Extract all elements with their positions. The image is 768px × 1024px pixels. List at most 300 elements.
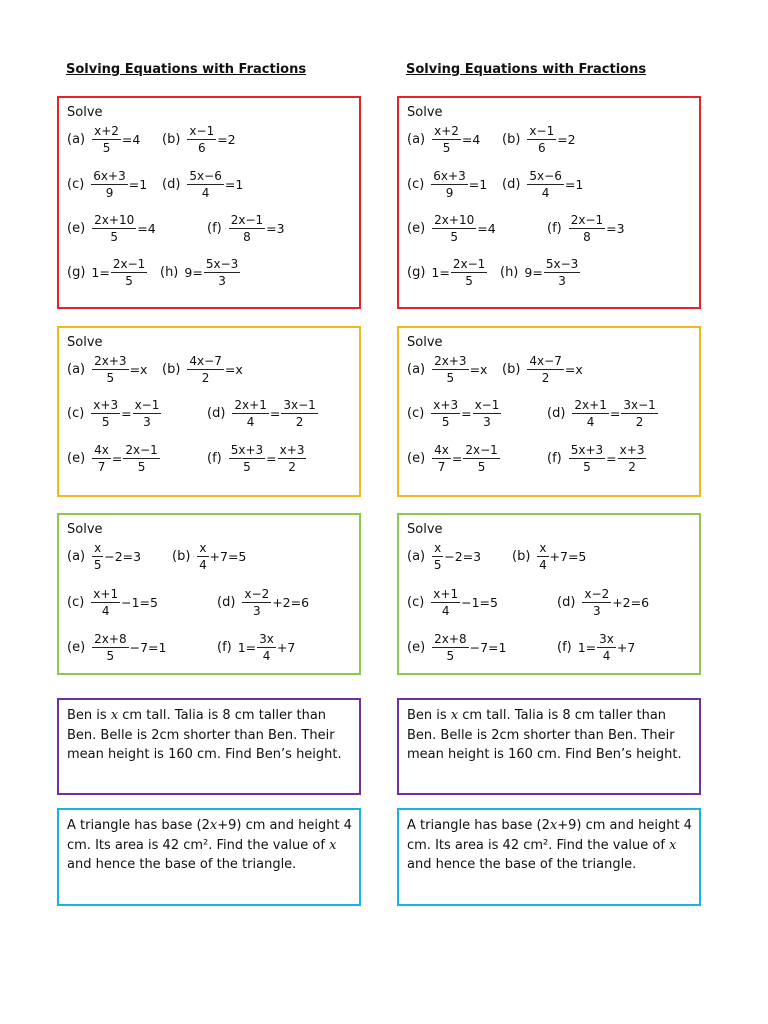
equation-text: −2=3 [444,548,482,564]
equation-label: (e) [407,450,426,466]
equation-text: −1=5 [461,594,498,610]
variable-x: x [549,818,558,833]
fraction-numerator: 4x−7 [189,353,222,368]
fraction [432,443,451,474]
fraction [133,398,162,429]
equation-text: = [266,450,277,466]
fraction [92,354,128,385]
equation-row [59,255,359,289]
equation-text: 1= [91,264,110,280]
fraction [432,632,468,663]
fraction [92,124,121,155]
equation-text: =1 [468,176,488,192]
fraction-numerator: x+3 [433,397,459,412]
equation-row [399,211,699,245]
height-word-problem [407,706,693,765]
equation-text: 1= [431,264,450,280]
fraction [451,257,487,288]
equation-row [59,396,359,430]
fraction [527,354,563,385]
equation-row [59,167,359,201]
fraction-denominator: 3 [252,603,261,618]
fraction-denominator: 2 [201,370,210,385]
equation-label: (e) [67,450,86,466]
fraction [123,443,159,474]
equation-label: (b) [502,131,521,147]
height-word-problem [67,706,353,765]
fraction-numerator: x [94,540,102,555]
fraction-numerator: 2x+8 [434,631,467,646]
fraction-denominator: 5 [446,370,455,385]
fraction [572,398,608,429]
equation-label: (e) [67,639,86,655]
fraction-denominator: 4 [262,648,271,663]
equation-item [67,396,162,430]
equation-item [407,441,501,475]
fraction-denominator: 2 [541,370,550,385]
fraction-numerator: x−2 [244,586,270,601]
equation-label: (h) [500,264,519,280]
equation-item [407,255,488,289]
problem-text: +9) cm and height 4 cm. Its area is 42 cm². Find the value of [407,818,692,853]
fraction [91,587,120,618]
equation-item [557,585,649,619]
fraction-numerator: x [539,540,547,555]
equation-text: = [451,450,463,466]
problem-text: +9) cm and height 4 cm. Its area is 42 cm². Find the value of [67,818,352,853]
problem-text: cm tall. Talia is 8 cm taller than Ben. Belle is 2cm shorter than Ben. Their mean height is 160 cm. Find Ben’s height. [67,708,342,762]
equation-item [160,255,241,289]
equation-item [547,396,659,430]
equation-text: =4 [121,131,141,147]
fraction [597,632,616,663]
fraction [257,632,276,663]
equation-item [407,167,487,201]
equation-row [399,255,699,289]
fraction-numerator: x+2 [94,123,119,138]
fraction-denominator: 5 [442,140,451,155]
red-solve-box [397,96,701,309]
equation-label: (f) [557,639,572,655]
equation-label: (a) [67,131,86,147]
equation-item [67,122,140,156]
yellow-solve-box [397,326,701,497]
problem-text: Ben is [67,708,111,723]
yellow-solve-box [57,326,361,497]
triangle-word-problem-box [397,808,701,906]
equation-item [547,441,647,475]
equation-text: +7=5 [209,548,247,564]
right-column [397,0,707,1024]
fraction [187,354,223,385]
equation-row [399,167,699,201]
fraction [432,354,468,385]
fraction [527,124,556,155]
fraction-denominator: 5 [465,273,473,288]
fraction-denominator: 5 [441,414,450,429]
fraction-numerator: 3x−1 [283,397,316,412]
equation-text: = [609,405,621,421]
green-solve-box [57,513,361,675]
equation-text: −2=3 [104,548,142,564]
fraction [621,398,657,429]
equation-label: (d) [207,405,226,421]
equation-item [547,211,625,245]
fraction-numerator: x+3 [619,442,645,457]
fraction-denominator: 4 [441,603,450,618]
fraction-denominator: 8 [583,229,591,244]
equation-label: (h) [160,264,179,280]
fraction-numerator: x−1 [134,397,160,412]
fraction-numerator: x−1 [474,397,500,412]
equation-text: =3 [266,220,285,236]
equation-label: (e) [407,639,426,655]
fraction-denominator: 5 [446,648,455,663]
fraction-numerator: 5x+3 [230,442,264,457]
fraction-numerator: 3x [599,631,614,646]
equation-item [500,255,581,289]
equation-label: (c) [407,176,425,192]
equation-text: −1=5 [121,594,158,610]
equation-label: (g) [407,264,426,280]
equation-item [67,630,166,664]
fraction-numerator: x−1 [529,123,555,138]
equation-label: (f) [207,220,222,236]
equation-label: (d) [502,176,521,192]
fraction-denominator: 5 [106,370,115,385]
equation-label: (c) [407,594,425,610]
fraction [582,587,611,618]
fraction-denominator: 5 [101,414,110,429]
equation-label: (b) [162,361,181,377]
equation-row [59,352,359,386]
fraction [197,541,208,572]
equation-label: (e) [67,220,86,236]
equation-row [59,585,359,619]
equation-item [407,211,496,245]
equation-row [399,122,699,156]
equation-label: (a) [67,548,86,564]
equation-item [162,167,243,201]
fraction-numerator: x+3 [93,397,119,412]
equation-item [407,585,498,619]
fraction-numerator: 2x+10 [434,212,475,227]
equation-text: = [269,405,281,421]
equation-label: (a) [407,361,426,377]
equation-row [399,539,699,573]
fraction-denominator: 2 [295,414,304,429]
equation-row [399,441,699,475]
equation-text: 9= [184,264,203,280]
fraction-denominator: 5 [102,140,111,155]
fraction-numerator: x−1 [189,123,215,138]
equation-text: =x [224,361,243,377]
equation-row [59,211,359,245]
fraction [473,398,502,429]
fraction-denominator: 5 [125,273,133,288]
fraction-denominator: 4 [199,557,207,572]
equation-text: =4 [477,220,496,236]
equation-item [67,255,148,289]
left-column [57,0,367,1024]
equation-label: (a) [407,131,426,147]
height-word-problem-box [57,698,361,795]
equation-row [59,122,359,156]
fraction-denominator: 3 [558,273,566,288]
fraction-denominator: 5 [106,648,115,663]
equation-item [67,539,141,573]
fraction-denominator: 7 [97,459,106,474]
fraction-numerator: x+2 [434,123,459,138]
fraction-denominator: 6 [197,140,206,155]
problem-text: Ben is [407,708,451,723]
equation-text: =1 [128,176,148,192]
fraction [187,169,223,200]
fraction [569,213,605,244]
equation-label: (a) [407,548,426,564]
worksheet-title: Solving Equations with Fractions [66,62,307,77]
fraction-denominator: 8 [243,229,251,244]
fraction-denominator: 5 [243,459,251,474]
equation-row [59,630,359,664]
fraction [432,124,461,155]
fraction-numerator: x−2 [584,586,610,601]
equation-item [207,396,319,430]
equation-text: =x [129,361,148,377]
solve-label: Solve [407,105,443,120]
fraction-numerator: 3x−1 [623,397,656,412]
fraction-numerator: 4x−7 [529,353,562,368]
problem-text: A triangle has base (2 [407,818,550,833]
equation-item [67,167,147,201]
fraction [92,443,111,474]
equation-item [407,396,502,430]
fraction-numerator: x+1 [93,586,119,601]
equation-text: =2 [557,131,576,147]
fraction [92,213,136,244]
worksheet-title: Solving Equations with Fractions [406,62,647,77]
fraction-denominator: 5 [137,459,146,474]
equation-label: (c) [67,176,85,192]
equation-text: =2 [217,131,236,147]
equation-text: =4 [461,131,481,147]
equation-item [502,352,583,386]
equation-label: (f) [217,639,232,655]
triangle-word-problem [67,816,353,875]
equation-item [67,441,161,475]
fraction-denominator: 5 [93,557,102,572]
equation-text: 1= [237,639,257,655]
solve-label: Solve [67,105,103,120]
equation-text: =3 [606,220,625,236]
fraction-numerator: 5x+3 [570,442,604,457]
equation-label: (f) [547,450,562,466]
equation-label: (g) [67,264,86,280]
fraction [431,587,460,618]
fraction [569,443,605,474]
equation-label: (c) [407,405,425,421]
fraction-denominator: 4 [201,185,210,200]
triangle-word-problem [407,816,693,875]
fraction-numerator: 2x+3 [434,353,467,368]
fraction-numerator: 6x+3 [433,168,466,183]
fraction-numerator: 2x+1 [234,397,267,412]
equation-label: (f) [207,450,222,466]
fraction-denominator: 3 [592,603,601,618]
equation-label: (c) [67,594,85,610]
fraction-denominator: 4 [586,414,595,429]
equation-text: =1 [224,176,244,192]
equation-item [207,211,285,245]
fraction-numerator: 4x [434,442,449,457]
fraction-numerator: x+3 [279,442,305,457]
fraction [92,632,128,663]
height-word-problem-box [397,698,701,795]
problem-text: cm tall. Talia is 8 cm taller than Ben. Belle is 2cm shorter than Ben. Their mean height is 160 cm. Find Ben’s height. [407,708,682,762]
fraction-numerator: 2x+8 [94,631,127,646]
fraction [537,541,548,572]
fraction [229,213,265,244]
equation-text: =4 [137,220,156,236]
fraction-denominator: 5 [433,557,442,572]
fraction [232,398,268,429]
fraction-denominator: 5 [583,459,591,474]
fraction [527,169,563,200]
equation-text: 9= [524,264,543,280]
equation-item [67,352,147,386]
fraction-numerator: x [434,540,442,555]
fraction [281,398,317,429]
fraction-denominator: 4 [602,648,611,663]
fraction-numerator: 5x−6 [529,168,562,183]
equation-text: +2=6 [272,594,310,610]
equation-item [512,539,586,573]
fraction [544,257,580,288]
fraction-numerator: 5x−6 [189,168,222,183]
triangle-word-problem-box [57,808,361,906]
equation-item [407,122,480,156]
fraction-numerator: x [199,540,207,555]
fraction [463,443,499,474]
solve-label: Solve [407,335,443,350]
equation-label: (d) [162,176,181,192]
equation-item [502,167,583,201]
fraction [431,398,460,429]
fraction [91,169,127,200]
fraction-numerator: 2x−1 [112,256,146,271]
fraction [278,443,307,474]
fraction-denominator: 4 [539,557,547,572]
equation-item [67,585,158,619]
equation-text: =1 [564,176,584,192]
fraction-numerator: 5x−3 [205,256,239,271]
fraction [618,443,647,474]
fraction-numerator: 3x [259,631,274,646]
fraction-denominator: 5 [450,229,458,244]
equation-text: 1= [577,639,597,655]
equation-label: (b) [172,548,191,564]
equation-text: +7 [616,639,636,655]
equation-label: (b) [162,131,181,147]
fraction-numerator: 2x−1 [570,212,604,227]
equation-item [217,585,309,619]
fraction [432,541,443,572]
equation-label: (d) [547,405,566,421]
equation-item [162,352,243,386]
fraction [91,398,120,429]
problem-text: A triangle has base (2 [67,818,210,833]
equation-row [399,585,699,619]
equation-item [172,539,246,573]
equation-label: (d) [217,594,236,610]
fraction [92,541,103,572]
equation-text: = [111,450,123,466]
equation-item [557,630,635,664]
fraction-denominator: 2 [288,459,296,474]
variable-x: x [669,837,677,853]
fraction-numerator: 2x−1 [465,442,498,457]
fraction [229,443,265,474]
fraction-denominator: 4 [541,185,550,200]
fraction-denominator: 9 [105,185,114,200]
solve-label: Solve [407,522,443,537]
equation-row [59,539,359,573]
equation-text: =x [564,361,583,377]
equation-text: = [606,450,617,466]
equation-text: +2=6 [612,594,650,610]
equation-item [407,630,506,664]
equation-item [207,441,307,475]
fraction-denominator: 4 [101,603,110,618]
fraction-numerator: x+1 [433,586,459,601]
problem-text: and hence the base of the triangle. [67,857,297,872]
equation-item [217,630,295,664]
equation-row [399,630,699,664]
variable-x: x [450,708,459,723]
fraction [187,124,216,155]
fraction-denominator: 2 [628,459,636,474]
variable-x: x [329,837,337,853]
equation-label: (a) [67,361,86,377]
fraction-numerator: 2x−1 [452,256,486,271]
equation-item [67,211,156,245]
fraction-denominator: 9 [445,185,454,200]
equation-row [399,352,699,386]
equation-text: = [121,405,132,421]
equation-text: = [461,405,472,421]
equation-item [502,122,576,156]
equation-row [59,441,359,475]
fraction-numerator: 2x−1 [230,212,264,227]
fraction-numerator: 2x−1 [125,442,158,457]
fraction [432,213,476,244]
equation-label: (e) [407,220,426,236]
fraction-denominator: 6 [537,140,546,155]
fraction [111,257,147,288]
equation-label: (c) [67,405,85,421]
equation-text: −7=1 [469,639,507,655]
fraction-denominator: 7 [437,459,446,474]
fraction-numerator: 4x [94,442,109,457]
fraction-numerator: 5x−3 [545,256,579,271]
problem-text: and hence the base of the triangle. [407,857,637,872]
fraction-denominator: 3 [483,414,491,429]
fraction [204,257,240,288]
red-solve-box [57,96,361,309]
solve-label: Solve [67,522,103,537]
equation-text: +7=5 [549,548,587,564]
equation-text: +7 [276,639,296,655]
